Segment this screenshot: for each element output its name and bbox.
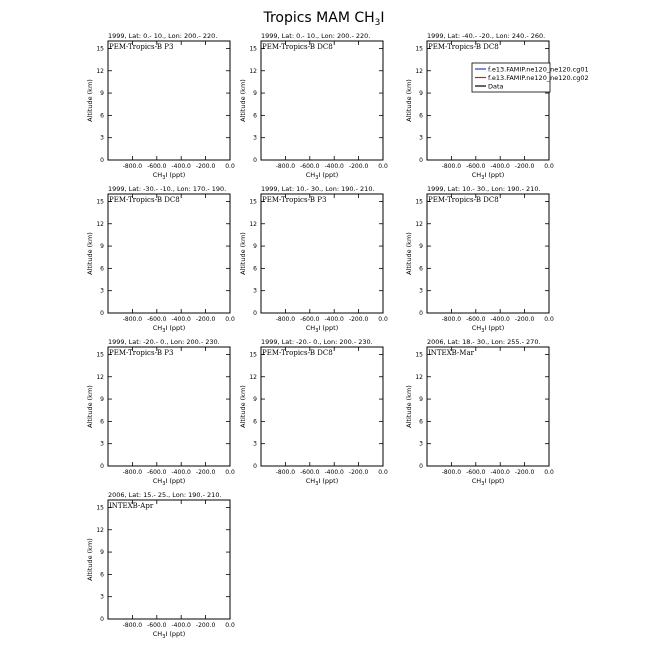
x-tick-label: 0.0 bbox=[544, 469, 554, 476]
y-tick-label: 15 bbox=[96, 45, 104, 53]
panel-4 bbox=[86, 185, 235, 334]
x-axis-label: $CH_3I$ (ppt) bbox=[471, 171, 505, 181]
x-tick-label: -800.0 bbox=[441, 469, 462, 476]
panel-title: 1999, Lat: 0.- 10., Lon: 200.- 220. bbox=[261, 32, 371, 40]
y-tick-label: 12 bbox=[249, 220, 257, 228]
plot-frame bbox=[108, 194, 230, 313]
plot-frame bbox=[427, 347, 549, 466]
y-tick-label: 3 bbox=[100, 287, 104, 295]
x-tick-label: -400.0 bbox=[324, 316, 344, 323]
x-tick-label: -800.0 bbox=[275, 316, 296, 323]
y-tick-label: 9 bbox=[419, 243, 423, 251]
x-tick-label: -200.0 bbox=[348, 469, 369, 476]
dataset-label: PEM-Tropics-B P3 bbox=[262, 196, 327, 204]
y-tick-label: 0 bbox=[419, 157, 423, 164]
y-tick-label: 0 bbox=[100, 157, 104, 164]
y-axis-label: Altitude (km) bbox=[405, 79, 413, 122]
x-tick-label: -600.0 bbox=[300, 316, 320, 323]
y-tick-label: 6 bbox=[253, 112, 257, 120]
x-tick-label: 0.0 bbox=[225, 316, 235, 323]
y-tick-label: 9 bbox=[253, 243, 257, 251]
x-tick-label: -400.0 bbox=[171, 163, 191, 170]
y-tick-label: 6 bbox=[253, 418, 257, 426]
y-tick-label: 6 bbox=[253, 265, 257, 273]
panel-title: 1999, Lat: -30.- -10., Lon: 170.- 190. bbox=[108, 185, 227, 193]
y-axis-label: Altitude (km) bbox=[239, 385, 247, 428]
panel-3 bbox=[405, 32, 554, 181]
plot-frame bbox=[108, 500, 230, 619]
y-tick-label: 6 bbox=[100, 265, 104, 273]
dataset-label: PEM-Tropics-B P3 bbox=[109, 349, 174, 357]
y-tick-label: 0 bbox=[100, 616, 104, 623]
y-tick-label: 6 bbox=[100, 418, 104, 426]
panel-7 bbox=[86, 338, 235, 487]
x-tick-label: -200.0 bbox=[195, 163, 216, 170]
x-tick-label: -600.0 bbox=[147, 469, 167, 476]
panel-title: 1999, Lat: -20.- 0., Lon: 200.- 230. bbox=[108, 338, 220, 346]
x-tick-label: -400.0 bbox=[171, 316, 191, 323]
panel-9 bbox=[405, 338, 554, 487]
x-tick-label: 0.0 bbox=[225, 163, 235, 170]
y-tick-label: 6 bbox=[419, 112, 423, 120]
y-tick-label: 3 bbox=[419, 287, 423, 295]
x-tick-label: -800.0 bbox=[122, 622, 143, 629]
x-axis-label: $CH_3I$ (ppt) bbox=[152, 630, 186, 640]
y-tick-label: 3 bbox=[419, 134, 423, 142]
y-tick-label: 9 bbox=[419, 90, 423, 98]
plot-frame bbox=[261, 347, 383, 466]
x-tick-label: 0.0 bbox=[544, 316, 554, 323]
y-tick-label: 3 bbox=[100, 593, 104, 601]
x-tick-label: -800.0 bbox=[275, 469, 296, 476]
legend bbox=[472, 63, 589, 92]
x-axis-label: $CH_3I$ (ppt) bbox=[152, 324, 186, 334]
y-tick-label: 6 bbox=[419, 418, 423, 426]
x-axis-label: $CH_3I$ (ppt) bbox=[152, 477, 186, 487]
x-tick-label: -600.0 bbox=[147, 622, 167, 629]
x-axis-label: $CH_3I$ (ppt) bbox=[471, 477, 505, 487]
legend-label: f.e13.FAMIP.ne120_ne120.cg02 bbox=[488, 73, 589, 82]
y-tick-label: 12 bbox=[415, 67, 423, 75]
dataset-label: PEM-Tropics-B DC8 bbox=[262, 43, 333, 51]
x-tick-label: -600.0 bbox=[147, 163, 167, 170]
y-tick-label: 3 bbox=[253, 134, 257, 142]
panel-title: 1999, Lat: -40.- -20., Lon: 240.- 260. bbox=[427, 32, 546, 40]
y-tick-label: 12 bbox=[249, 373, 257, 381]
x-tick-label: -200.0 bbox=[514, 469, 535, 476]
y-tick-label: 0 bbox=[100, 463, 104, 470]
y-tick-label: 15 bbox=[96, 504, 104, 512]
x-tick-label: 0.0 bbox=[378, 469, 388, 476]
y-tick-label: 3 bbox=[100, 440, 104, 448]
y-tick-label: 9 bbox=[100, 549, 104, 557]
x-tick-label: -800.0 bbox=[122, 316, 143, 323]
x-tick-label: -600.0 bbox=[466, 163, 486, 170]
y-tick-label: 9 bbox=[253, 90, 257, 98]
x-axis-label: $CH_3I$ (ppt) bbox=[305, 171, 339, 181]
x-axis-label: $CH_3I$ (ppt) bbox=[471, 324, 505, 334]
y-tick-label: 12 bbox=[96, 220, 104, 228]
x-tick-label: -200.0 bbox=[195, 469, 216, 476]
x-tick-label: 0.0 bbox=[544, 163, 554, 170]
y-tick-label: 15 bbox=[96, 351, 104, 359]
dataset-label: PEM-Tropics-B DC8 bbox=[262, 349, 333, 357]
panel-title: 1999, Lat: -20.- 0., Lon: 200.- 230. bbox=[261, 338, 373, 346]
y-tick-label: 12 bbox=[249, 67, 257, 75]
dataset-label: PEM-Tropics-B DC8 bbox=[428, 43, 499, 51]
plot-frame bbox=[427, 41, 549, 160]
dataset-label: INTEXB-Apr bbox=[109, 502, 154, 510]
dataset-label: PEM-Tropics-B P3 bbox=[109, 43, 174, 51]
plot-frame bbox=[261, 194, 383, 313]
x-tick-label: -800.0 bbox=[122, 163, 143, 170]
y-tick-label: 6 bbox=[100, 571, 104, 579]
x-tick-label: -400.0 bbox=[490, 469, 510, 476]
y-tick-label: 9 bbox=[100, 396, 104, 404]
y-tick-label: 12 bbox=[415, 373, 423, 381]
panel-2 bbox=[239, 32, 388, 181]
panel-title: 1999, Lat: 10.- 30., Lon: 190.- 210. bbox=[427, 185, 541, 193]
y-axis-label: Altitude (km) bbox=[405, 385, 413, 428]
x-tick-label: -600.0 bbox=[147, 316, 167, 323]
x-tick-label: 0.0 bbox=[225, 469, 235, 476]
y-tick-label: 3 bbox=[419, 440, 423, 448]
x-tick-label: -200.0 bbox=[348, 316, 369, 323]
plot-frame bbox=[108, 347, 230, 466]
x-axis-label: $CH_3I$ (ppt) bbox=[152, 171, 186, 181]
dataset-label: INTEXB-Mar bbox=[428, 349, 474, 357]
y-tick-label: 15 bbox=[249, 351, 257, 359]
y-tick-label: 9 bbox=[253, 396, 257, 404]
y-tick-label: 15 bbox=[415, 351, 423, 359]
y-axis-label: Altitude (km) bbox=[86, 232, 94, 275]
y-tick-label: 15 bbox=[96, 198, 104, 206]
y-tick-label: 15 bbox=[249, 198, 257, 206]
y-tick-label: 15 bbox=[415, 198, 423, 206]
x-tick-label: -600.0 bbox=[300, 469, 320, 476]
x-tick-label: -200.0 bbox=[195, 316, 216, 323]
x-tick-label: -400.0 bbox=[490, 163, 510, 170]
y-tick-label: 12 bbox=[415, 220, 423, 228]
panel-1 bbox=[86, 32, 235, 181]
plot-frame bbox=[261, 41, 383, 160]
y-tick-label: 12 bbox=[96, 526, 104, 534]
y-tick-label: 12 bbox=[96, 373, 104, 381]
y-axis-label: Altitude (km) bbox=[86, 385, 94, 428]
y-tick-label: 3 bbox=[100, 134, 104, 142]
x-tick-label: -400.0 bbox=[490, 316, 510, 323]
x-axis-label: $CH_3I$ (ppt) bbox=[305, 477, 339, 487]
y-tick-label: 9 bbox=[419, 396, 423, 404]
plot-frame bbox=[108, 41, 230, 160]
x-tick-label: -200.0 bbox=[195, 622, 216, 629]
figure-title: Tropics MAM $CH_3I$ bbox=[263, 10, 385, 28]
x-tick-label: -200.0 bbox=[514, 316, 535, 323]
x-tick-label: -800.0 bbox=[275, 163, 296, 170]
plot-frame bbox=[427, 194, 549, 313]
legend-label: f.e13.FAMIP.ne120_ne120.cg01 bbox=[488, 65, 589, 74]
y-axis-label: Altitude (km) bbox=[239, 232, 247, 275]
y-tick-label: 12 bbox=[96, 67, 104, 75]
y-tick-label: 3 bbox=[253, 287, 257, 295]
x-tick-label: -800.0 bbox=[441, 316, 462, 323]
legend-label: Data bbox=[488, 82, 504, 91]
x-tick-label: -400.0 bbox=[324, 163, 344, 170]
y-axis-label: Altitude (km) bbox=[405, 232, 413, 275]
y-tick-label: 9 bbox=[100, 243, 104, 251]
x-tick-label: -400.0 bbox=[171, 469, 191, 476]
y-tick-label: 3 bbox=[253, 440, 257, 448]
y-tick-label: 0 bbox=[100, 310, 104, 317]
panel-5 bbox=[239, 185, 388, 334]
x-tick-label: -600.0 bbox=[300, 163, 320, 170]
panel-title: 1999, Lat: 0.- 10., Lon: 200.- 220. bbox=[108, 32, 218, 40]
dataset-label: PEM-Tropics-B DC8 bbox=[109, 196, 180, 204]
y-axis-label: Altitude (km) bbox=[86, 79, 94, 122]
y-tick-label: 6 bbox=[419, 265, 423, 273]
x-tick-label: -200.0 bbox=[348, 163, 369, 170]
x-axis-label: $CH_3I$ (ppt) bbox=[305, 324, 339, 334]
y-tick-label: 9 bbox=[100, 90, 104, 98]
y-tick-label: 0 bbox=[253, 463, 257, 470]
y-tick-label: 15 bbox=[249, 45, 257, 53]
y-axis-label: Altitude (km) bbox=[239, 79, 247, 122]
y-tick-label: 0 bbox=[253, 310, 257, 317]
x-tick-label: 0.0 bbox=[378, 163, 388, 170]
panel-title: 1999, Lat: 10.- 30., Lon: 190.- 210. bbox=[261, 185, 375, 193]
y-tick-label: 15 bbox=[415, 45, 423, 53]
x-tick-label: 0.0 bbox=[378, 316, 388, 323]
y-tick-label: 6 bbox=[100, 112, 104, 120]
x-tick-label: -400.0 bbox=[171, 622, 191, 629]
panel-10 bbox=[86, 491, 235, 640]
y-tick-label: 0 bbox=[253, 157, 257, 164]
dataset-label: PEM-Tropics-B DC8 bbox=[428, 196, 499, 204]
x-tick-label: 0.0 bbox=[225, 622, 235, 629]
x-tick-label: -600.0 bbox=[466, 316, 486, 323]
x-tick-label: -800.0 bbox=[122, 469, 143, 476]
x-tick-label: -800.0 bbox=[441, 163, 462, 170]
x-tick-label: -600.0 bbox=[466, 469, 486, 476]
panel-grid bbox=[86, 32, 554, 640]
y-tick-label: 0 bbox=[419, 463, 423, 470]
x-tick-label: -200.0 bbox=[514, 163, 535, 170]
panel-title: 2006, Lat: 15.- 25., Lon: 190.- 210. bbox=[108, 491, 222, 499]
x-tick-label: -400.0 bbox=[324, 469, 344, 476]
panel-8 bbox=[239, 338, 388, 487]
y-axis-label: Altitude (km) bbox=[86, 538, 94, 581]
panel-title: 2006, Lat: 18.- 30., Lon: 255.- 270. bbox=[427, 338, 541, 346]
panel-6 bbox=[405, 185, 554, 334]
y-tick-label: 0 bbox=[419, 310, 423, 317]
